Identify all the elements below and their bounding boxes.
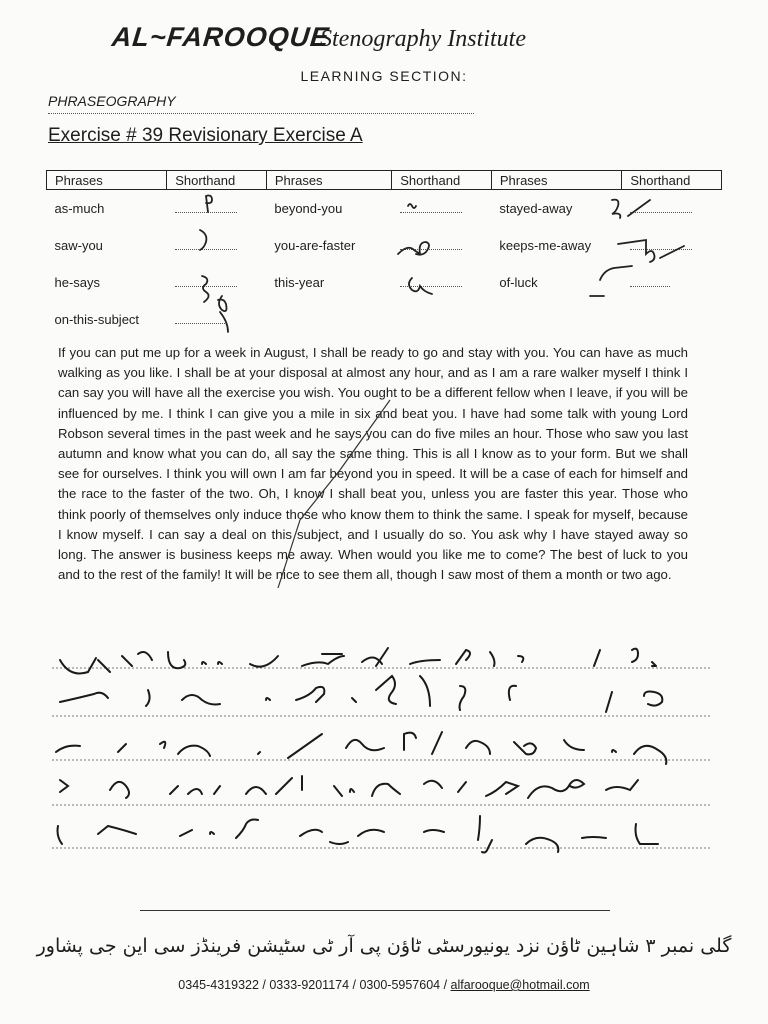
shorthand-stroke xyxy=(202,276,228,332)
pen-stroke xyxy=(278,520,300,588)
institute-brand: AL~FAROOQUE xyxy=(110,22,331,52)
shorthand-practice-area xyxy=(52,640,732,900)
shorthand-stroke xyxy=(60,648,656,674)
column-header: Phrases xyxy=(491,171,621,190)
column-header: Shorthand xyxy=(167,171,267,190)
shorthand-stroke xyxy=(200,230,206,250)
shorthand-stroke xyxy=(60,676,662,712)
shorthand-stroke xyxy=(206,196,212,213)
institute-name: Stenography Institute xyxy=(320,26,526,52)
column-header: Shorthand xyxy=(622,171,722,190)
pen-stroke xyxy=(340,400,390,470)
pen-stroke xyxy=(300,470,340,520)
phrase-cell: keeps-me-away xyxy=(499,238,592,253)
phrase-cell: as-much xyxy=(54,201,105,216)
phrase-cell: stayed-away xyxy=(499,201,573,216)
shorthand-stroke xyxy=(590,266,632,296)
shorthand-stroke xyxy=(618,240,684,262)
shorthand-stroke xyxy=(408,204,416,208)
shorthand-stroke xyxy=(612,200,650,218)
phrase-cell: on-this-subject xyxy=(54,312,140,327)
shorthand-stroke xyxy=(398,242,429,255)
phrase-cell: saw-you xyxy=(54,238,103,253)
passage-pen-marks xyxy=(0,330,768,610)
footer-phones: 0345-4319322 / 0333-9201174 / 0300-5957604 / xyxy=(178,978,451,992)
shorthand-stroke xyxy=(409,278,432,294)
shorthand-stroke xyxy=(56,732,666,764)
footer-email-link[interactable]: alfarooque@hotmail.com xyxy=(450,978,590,992)
exercise-title: Exercise # 39 Revisionary Exercise A xyxy=(48,125,363,146)
table-shorthand-strokes xyxy=(0,0,768,345)
column-header: Phrases xyxy=(266,171,391,190)
column-header: Phrases xyxy=(47,171,167,190)
phrase-cell: he-says xyxy=(54,275,101,290)
phrase-cell: you-are-faster xyxy=(274,238,356,253)
footer-address: گلی نمبر ۳ شاہین ٹاؤن نزد یونیورسٹی ٹاؤن پی آر ٹی سٹیشن فرینڈز سی این جی پشاور xyxy=(36,935,732,957)
shorthand-stroke xyxy=(58,816,659,853)
phrase-cell: this-year xyxy=(274,275,325,290)
phrase-cell: of-luck xyxy=(499,275,538,290)
shorthand-stroke xyxy=(60,776,638,798)
passage-text: If you can put me up for a week in August, I shall be ready to go and stay with you. You can have as much walking as you like. I shall be at your disposal at almost any hour, and as I am a rare walker myself I think I can say you will have all the exercise you wish. You ought to be a different fellow when I leave, if you will be influenced by me. I think I can give you a mile in six and beat you. I have had some talk with young Lord Robson several times in the past week and he says you can do five miles an hour. Those who saw you last autumn and know what you can do, all say the same thing. This is all I know as to your form. But we shall see for ourselves. I think you will own I am far beyond you in speed. It will be a case of each for himself and the race to the faster of the two. Oh, I know I shall beat you, unless you are faster this year. Those who think poorly of themselves only induce those who know them to think the same. I speak for myself, because I know myself. I can say a deal on this subject, and I usually do so. You ask why I have stayed away so long. The answer is business keeps me away. When would you like me to come? The best of luck to you and to the rest of the family! It will be nice to see them all, though I saw most of them a month or two ago. xyxy=(58,345,688,583)
footer-contact xyxy=(0,978,768,992)
phrase-cell: beyond-you xyxy=(274,201,343,216)
column-header: Shorthand xyxy=(392,171,492,190)
footer-divider xyxy=(140,910,610,911)
topic-label: PHRASEOGRAPHY xyxy=(48,93,176,109)
section-heading: LEARNING SECTION: xyxy=(300,68,468,84)
